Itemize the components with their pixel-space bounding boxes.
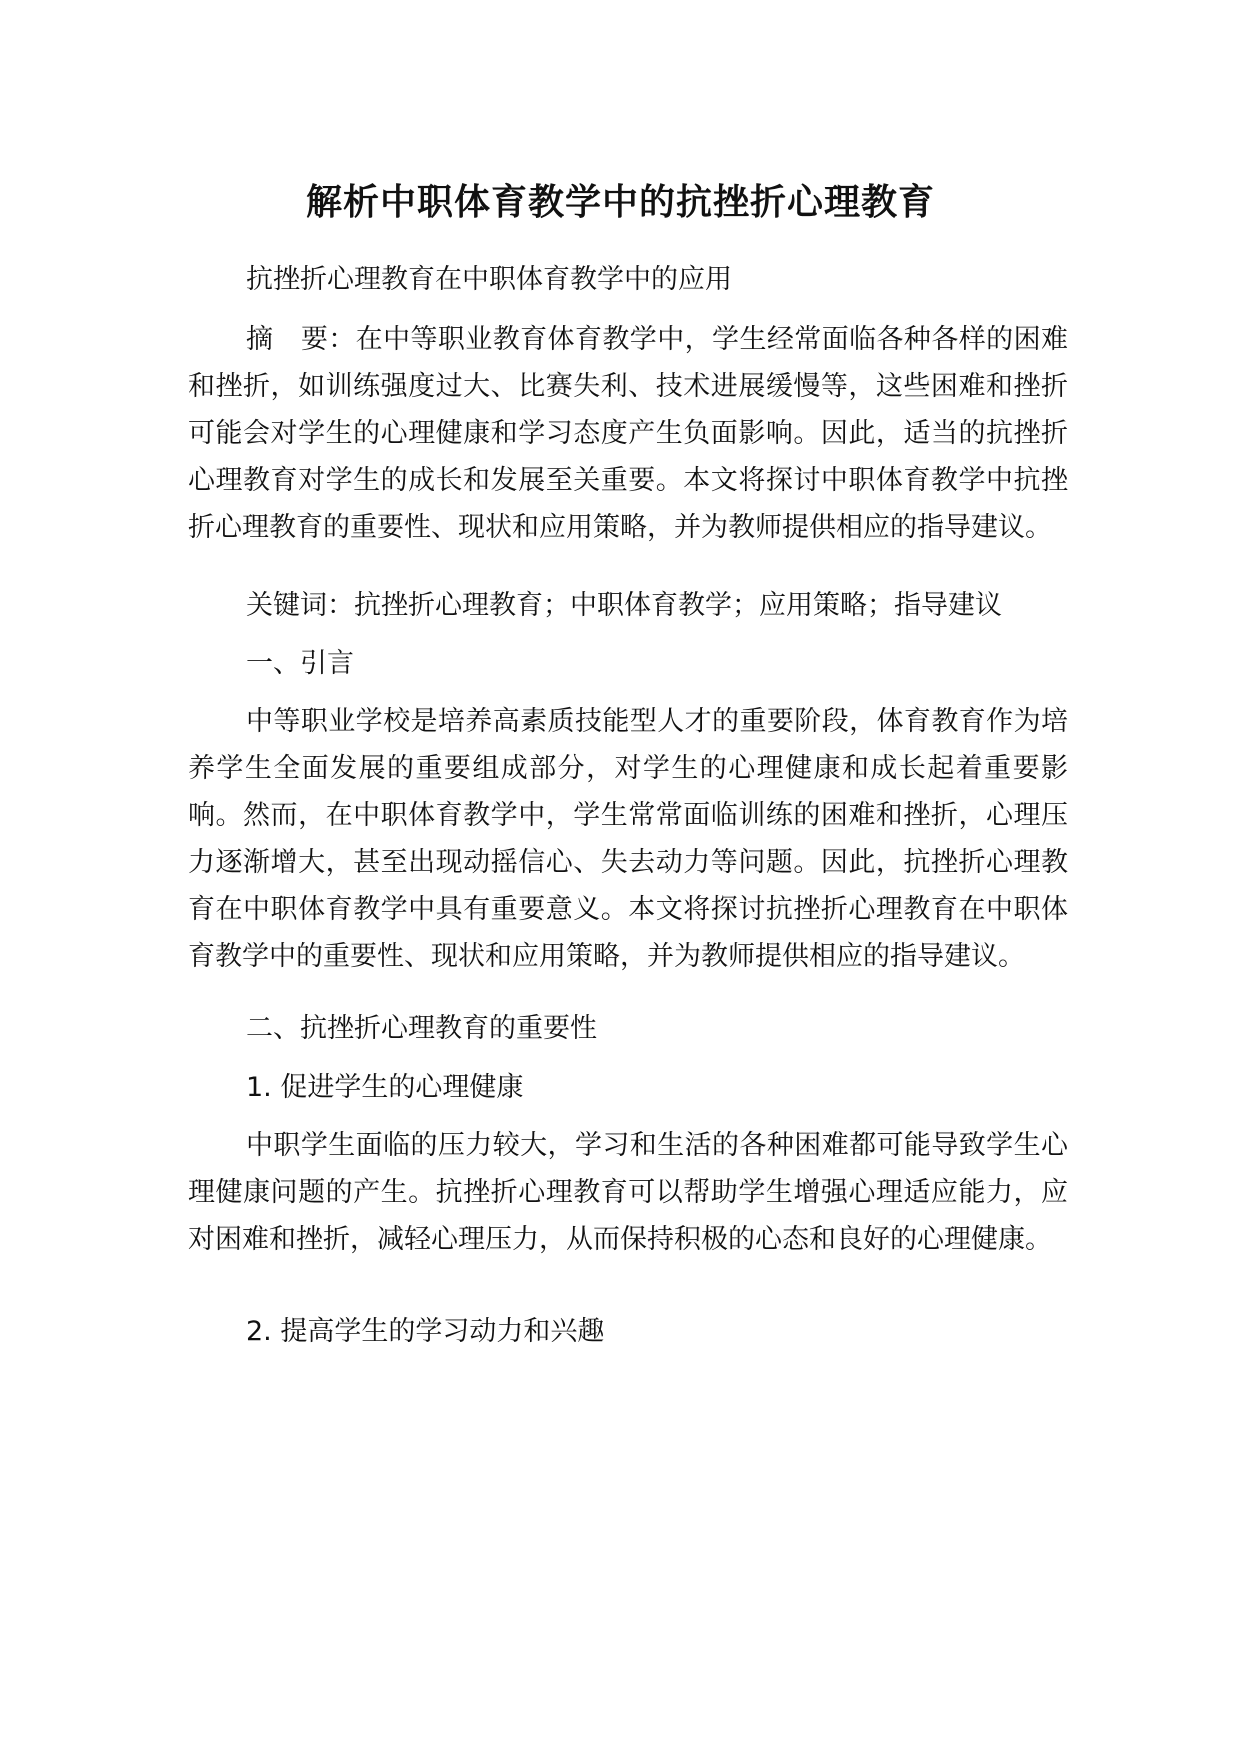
- subsection-heading-learning-motivation: 2. 提高学生的学习动力和兴趣: [246, 1316, 605, 1347]
- section-heading-importance: 二、抗挫折心理教育的重要性: [246, 1013, 597, 1044]
- introduction-paragraph: 中等职业学校是培养高素质技能型人才的重要阶段，体育教育作为培养学生全面发展的重要组成部分，对学生的心理健康和成长起着重要影响。然而，在中职体育教学中，学生常常面临训练的困难和挫折，心理压力逐渐增大，甚至出现动摇信心、失去动力等问题。因此，抗挫折心理教育在中职体育教学中具有重要意义。本文将探讨抗挫折心理教育在中职体育教学中的重要性、现状和应用策略，并为教师提供相应的指导建议。: [188, 706, 1068, 972]
- keywords-line: 关键词：抗挫折心理教育；中职体育教学；应用策略；指导建议: [246, 590, 1002, 621]
- mental-health-paragraph: 中职学生面临的压力较大，学习和生活的各种困难都可能导致学生心理健康问题的产生。抗挫折心理教育可以帮助学生增强心理适应能力，应对困难和挫折，减轻心理压力，从而保持积极的心态和良好的心理健康。: [188, 1130, 1068, 1255]
- subtitle: 抗挫折心理教育在中职体育教学中的应用: [246, 264, 732, 295]
- section-heading-introduction: 一、引言: [246, 648, 354, 679]
- subsection-heading-mental-health: 1. 促进学生的心理健康: [246, 1072, 524, 1103]
- abstract-paragraph: 摘 要：在中等职业教育体育教学中，学生经常面临各种各样的困难和挫折，如训练强度过大、比赛失利、技术进展缓慢等，这些困难和挫折可能会对学生的心理健康和学习态度产生负面影响。因此，适当的抗挫折心理教育对学生的成长和发展至关重要。本文将探讨中职体育教学中抗挫折心理教育的重要性、现状和应用策略，并为教师提供相应的指导建议。: [188, 324, 1068, 543]
- document-title: 解析中职体育教学中的抗挫折心理教育: [305, 182, 935, 223]
